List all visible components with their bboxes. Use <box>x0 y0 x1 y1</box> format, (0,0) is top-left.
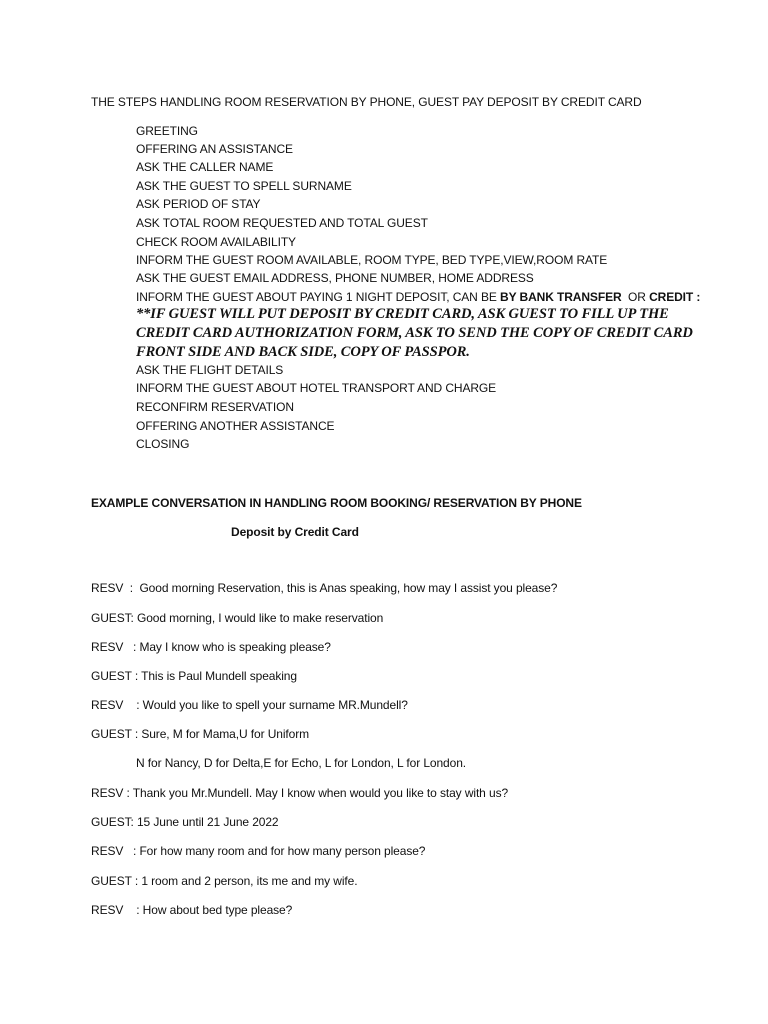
step-item: OFFERING ANOTHER ASSISTANCE <box>136 419 335 433</box>
conversation-line: RESV : For how many room and for how many person please? <box>91 844 426 858</box>
step-item: ASK THE CALLER NAME <box>136 160 274 174</box>
step-item: RECONFIRM RESERVATION <box>136 400 294 414</box>
conversation-line: GUEST: 15 June until 21 June 2022 <box>91 815 279 829</box>
conversation-line: RESV : How about bed type please? <box>91 903 293 917</box>
step-item: ASK TOTAL ROOM REQUESTED AND TOTAL GUEST <box>136 216 428 230</box>
example-subtitle: Deposit by Credit Card <box>231 525 359 539</box>
conversation-line: RESV : Thank you Mr.Mundell. May I know when would you like to stay with us? <box>91 786 509 800</box>
conversation-line: RESV : Good morning Reservation, this is Anas speaking, how may I assist you please? <box>91 581 558 595</box>
step-item: INFORM THE GUEST ROOM AVAILABLE, ROOM TYPE, BED TYPE,VIEW,ROOM RATE <box>136 253 608 267</box>
conversation-line: GUEST: Good morning, I would like to make reservation <box>91 611 384 625</box>
credit-card-note-line: **IF GUEST WILL PUT DEPOSIT BY CREDIT CARD, ASK GUEST TO FILL UP THE <box>136 306 669 322</box>
conversation-line: RESV : Would you like to spell your surname MR.Mundell? <box>91 698 408 712</box>
step-item: OFFERING AN ASSISTANCE <box>136 142 293 156</box>
credit-card-note-line: FRONT SIDE AND BACK SIDE, COPY OF PASSPOR. <box>136 344 470 360</box>
or-text: OR <box>621 290 650 304</box>
credit-card-note-line: CREDIT CARD AUTHORIZATION FORM, ASK TO SEND THE COPY OF CREDIT CARD <box>136 325 693 341</box>
deposit-step-text: INFORM THE GUEST ABOUT PAYING 1 NIGHT DEPOSIT, CAN BE <box>136 290 501 304</box>
step-item: CHECK ROOM AVAILABILITY <box>136 235 296 249</box>
step-item: ASK THE GUEST EMAIL ADDRESS, PHONE NUMBER, HOME ADDRESS <box>136 271 534 285</box>
bank-transfer-text: BY BANK TRANSFER <box>500 290 622 304</box>
conversation-line: GUEST : Sure, M for Mama,U for Uniform <box>91 727 310 741</box>
conversation-line: RESV : May I know who is speaking please? <box>91 640 331 654</box>
credit-text: CREDIT : <box>649 290 701 304</box>
step-item: ASK THE GUEST TO SPELL SURNAME <box>136 179 352 193</box>
example-section-title: EXAMPLE CONVERSATION IN HANDLING ROOM BOOKING/ RESERVATION BY PHONE <box>91 496 582 510</box>
step-item: GREETING <box>136 124 198 138</box>
step-item: CLOSING <box>136 437 190 451</box>
conversation-line: N for Nancy, D for Delta,E for Echo, L for London, L for London. <box>136 756 466 770</box>
step-item: ASK PERIOD OF STAY <box>136 197 261 211</box>
page-title: THE STEPS HANDLING ROOM RESERVATION BY PHONE, GUEST PAY DEPOSIT BY CREDIT CARD <box>91 95 642 109</box>
step-item-deposit <box>136 290 700 304</box>
conversation-line: GUEST : 1 room and 2 person, its me and my wife. <box>91 874 358 888</box>
step-item: INFORM THE GUEST ABOUT HOTEL TRANSPORT AND CHARGE <box>136 381 497 395</box>
conversation-line: GUEST : This is Paul Mundell speaking <box>91 669 297 683</box>
step-item: ASK THE FLIGHT DETAILS <box>136 363 284 377</box>
